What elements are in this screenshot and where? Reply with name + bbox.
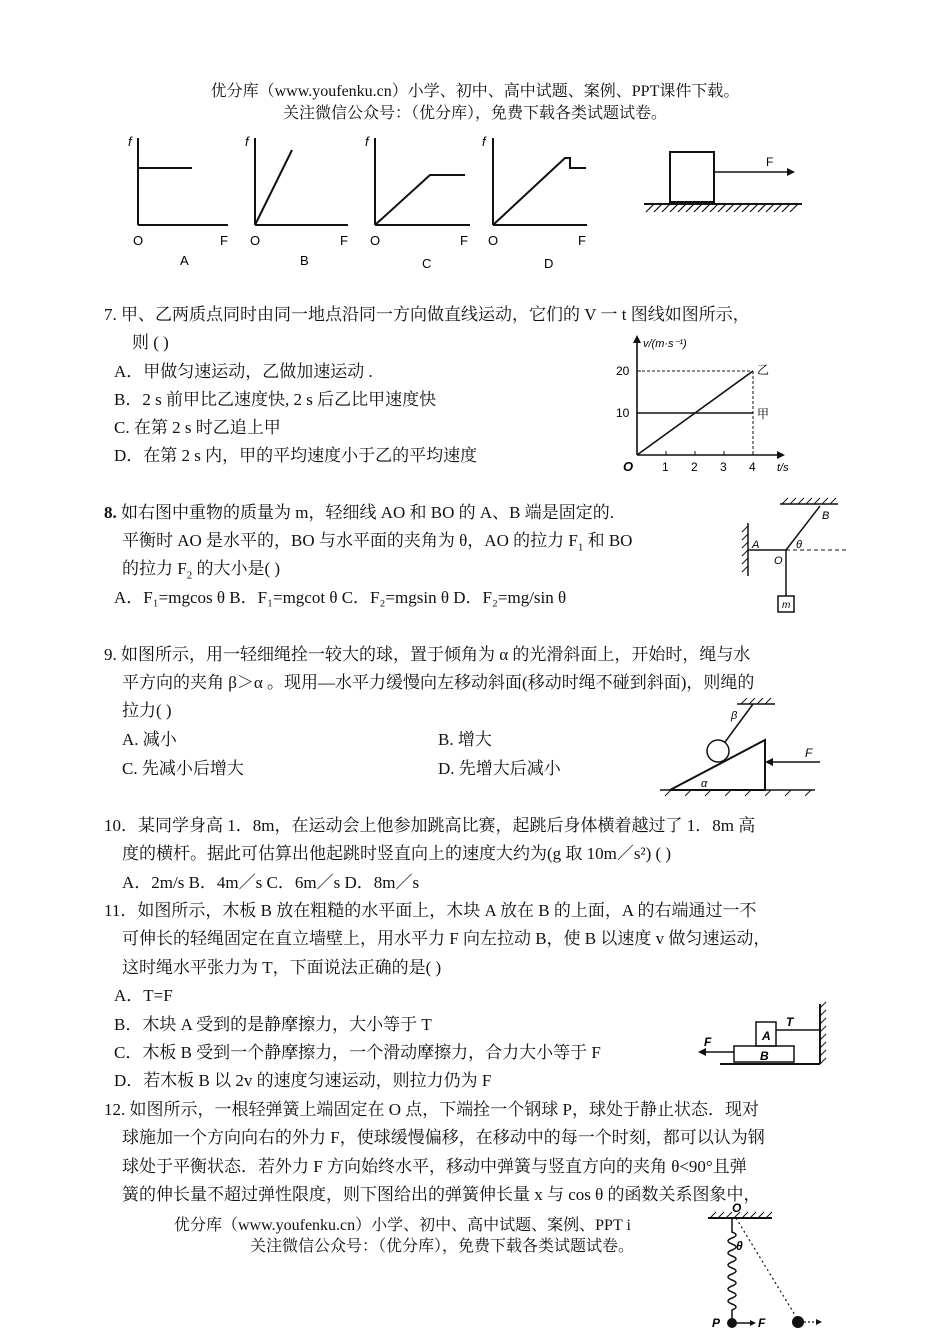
- graph-d-caption: D: [544, 256, 554, 271]
- series-label-1: 乙: [757, 363, 770, 377]
- graph-a-f-label: f: [128, 134, 132, 149]
- q8-stem-2-tail: 和 BO: [583, 531, 633, 550]
- x-axis-label: t/s: [777, 462, 789, 474]
- q8-label-B: B: [822, 510, 830, 522]
- q10-stem-1: 10．某同学身高 1．8m，在运动会上他参加跳高比赛，起跳后身体横着越过了 1．8m 高: [104, 816, 756, 835]
- q8-label-m: m: [782, 600, 791, 611]
- q8-label-theta: θ: [796, 539, 802, 551]
- y-tick-label: 10: [616, 406, 630, 420]
- q11-label-T: T: [786, 1015, 794, 1029]
- q9-option-b: B. 增大: [438, 730, 492, 749]
- q8-stem-3-tail: 的大小是( ): [192, 559, 281, 578]
- y-axis-arrow: [633, 335, 641, 343]
- graph-a: [128, 134, 228, 268]
- graph-d: [482, 134, 587, 271]
- q12-label-O: O: [732, 1201, 742, 1215]
- q7-stem-1: 7. 甲、乙两质点同时由同一地点沿同一方向做直线运动，它们的 V 一 t 图线如图所示，: [104, 305, 750, 324]
- q11-label-F: F: [704, 1035, 712, 1049]
- q8-figure: [738, 498, 858, 618]
- graph-c-caption: C: [422, 256, 432, 271]
- q12-stem-1: 12. 如图所示，一根轻弹簧上端固定在 O 点，下端拴一个钢球 P，球处于静止状态．现对: [104, 1100, 759, 1119]
- footer-line-1: 优分库（www.youfenku.cn）小学、初中、高中试题、案例、PPT i: [174, 1217, 631, 1234]
- q10-options: A．2m/s B．4m／s C．6m／s D．8m／s: [122, 873, 420, 892]
- q8-stem-1: [104, 498, 614, 523]
- q11-stem-1: 11．如图所示，木板 B 放在粗糙的水平面上，木块 A 放在 B 的上面，A 的右端通过一不: [104, 901, 757, 920]
- graph-d-origin: O: [488, 233, 499, 248]
- q10-stem-2: 度的横杆。据此可估算出他起跳时竖直向上的速度大约为(g 取 10m／s²) ( ): [122, 844, 672, 863]
- x-tick-label: 4: [749, 460, 756, 474]
- graph-a-F-label: F: [220, 233, 228, 248]
- q11-label-A: A: [762, 1029, 771, 1043]
- q9-label-alpha: α: [701, 778, 708, 790]
- fig6-block: [642, 148, 812, 218]
- graph-d-F-label: F: [578, 233, 586, 248]
- q8-stem-1-text: 如右图中重物的质量为 m，轻细线 AO 和 BO 的 A、B 端是固定的.: [116, 503, 615, 522]
- q7-option-b: B．2 s 前甲比乙速度快, 2 s 后乙比甲速度快: [114, 390, 437, 409]
- q8-stem-3: 的拉力 $F_2$ 的大小是( ): [122, 559, 281, 582]
- q11-label-B: B: [760, 1049, 769, 1063]
- q12-figure: [700, 1200, 830, 1335]
- header-line-2: 关注微信公众号：（优分库），免费下载各类试题试卷。: [282, 105, 667, 122]
- q9-option-d: D. 先增大后减小: [438, 759, 561, 778]
- q8-label-O: O: [774, 555, 783, 567]
- y-tick-label: 20: [616, 364, 630, 378]
- q9-option-c: C. 先减小后增大: [122, 759, 244, 778]
- graph-b-F-label: F: [340, 233, 348, 248]
- q12-stem-3: 球处于平衡状态．若外力 F 方向始终水平，移动中弹簧与竖直方向的夹角 θ<90°且弹: [122, 1157, 747, 1176]
- q12-label-P: P: [712, 1316, 721, 1330]
- series-label-0: 甲: [757, 407, 770, 421]
- q7-stem-2: 则 ( ): [132, 333, 169, 352]
- graph-b: [245, 134, 348, 268]
- x-tick-label: 1: [662, 460, 669, 474]
- q8-options: A．F₁=mgcos θ B．F₁=mgcot θ C．F₂=mgsin θ D．F₂=mg/sin θ: [114, 588, 567, 607]
- q12-stem-2: 球施加一个方向向右的外力 F，使球缓慢偏移，在移动中的每一个时刻，都可以认为钢: [122, 1128, 765, 1147]
- x-tick-label: 3: [720, 460, 727, 474]
- y-axis-label: v/(m·s⁻¹): [643, 338, 687, 350]
- q9-stem-2: 平方向的夹角 β＞α 。现用—水平力缓慢向左移动斜面(移动时绳不碰到斜面)，则绳的: [122, 673, 755, 692]
- fig6-graphs: [120, 128, 640, 278]
- q11-option-c: C．木板 B 受到一个静摩擦力，一个滑动摩擦力，合力大小等于 F: [114, 1043, 601, 1062]
- q9-figure: [655, 700, 825, 800]
- graph-c: [365, 134, 470, 271]
- graph-d-f-label: f: [482, 134, 486, 149]
- q8-number: 8.: [104, 503, 117, 522]
- q11-option-b: B．木块 A 受到的是静摩擦力，大小等于 T: [114, 1015, 432, 1034]
- graph-c-f-label: f: [365, 134, 369, 149]
- q7-option-a: A．甲做匀速运动，乙做加速运动 .: [114, 362, 373, 381]
- block-force-label: F: [766, 155, 774, 169]
- chart-origin: O: [623, 459, 634, 474]
- graph-a-origin: O: [133, 233, 144, 248]
- q11-stem-3: 这时绳水平张力为 T，下面说法正确的是( ): [122, 958, 442, 977]
- x-tick-label: 2: [691, 460, 698, 474]
- q9-label-beta: β: [731, 710, 738, 722]
- footer-line-2: 关注微信公众号：（优分库），免费下载各类试题试卷。: [250, 1238, 635, 1255]
- q8-stem-3-text: 的拉力 F: [122, 559, 187, 578]
- graph-c-F-label: F: [460, 233, 468, 248]
- graph-a-caption: A: [180, 253, 189, 268]
- q11-stem-2: 可伸长的轻绳固定在直立墙壁上，用水平力 F 向左拉动 B，使 B 以速度 v 做匀速运动，: [122, 929, 771, 948]
- q12-label-F: F: [758, 1316, 766, 1330]
- graph-b-f-label: f: [245, 134, 249, 149]
- q9-stem-3: 拉力( ): [122, 701, 172, 720]
- q11-option-a: A．T=F: [114, 986, 173, 1005]
- q9-option-a: A. 减小: [122, 730, 177, 749]
- q8-stem-2-text: 平衡时 AO 是水平的，BO 与水平面的夹角为 θ，AO 的拉力 F: [122, 531, 578, 550]
- q11-figure: [698, 1000, 848, 1070]
- q7-option-c: C. 在第 2 s 时乙追上甲: [114, 418, 281, 437]
- q7-vt-chart: [615, 335, 815, 475]
- q12-stem-4: 簧的伸长量不超过弹性限度，则下图给出的弹簧伸长量 x 与 cos θ 的函数关系图象中，: [122, 1185, 761, 1204]
- q9-stem-1: 9. 如图所示，用一轻细绳拴一较大的球，置于倾角为 α 的光滑斜面上，开始时，绳与水: [104, 645, 751, 664]
- x-axis-arrow: [777, 451, 785, 459]
- q12-label-theta: θ: [736, 1239, 743, 1253]
- q8-label-A: A: [752, 539, 760, 551]
- graph-b-origin: O: [250, 233, 261, 248]
- graph-c-origin: O: [370, 233, 381, 248]
- graph-b-caption: B: [300, 253, 309, 268]
- q11-option-d: D．若木板 B 以 2v 的速度匀速运动，则拉力仍为 F: [114, 1071, 492, 1090]
- q7-option-d: D．在第 2 s 内，甲的平均速度小于乙的平均速度: [114, 446, 478, 465]
- q8-stem-2: 平衡时 AO 是水平的，BO 与水平面的夹角为 θ，AO 的拉力 $F_1$ 和 BO: [122, 531, 633, 554]
- header-line-1: 优分库（www.youfenku.cn）小学、初中、高中试题、案例、PPT课件下载。: [210, 83, 740, 100]
- q9-label-F: F: [805, 746, 813, 760]
